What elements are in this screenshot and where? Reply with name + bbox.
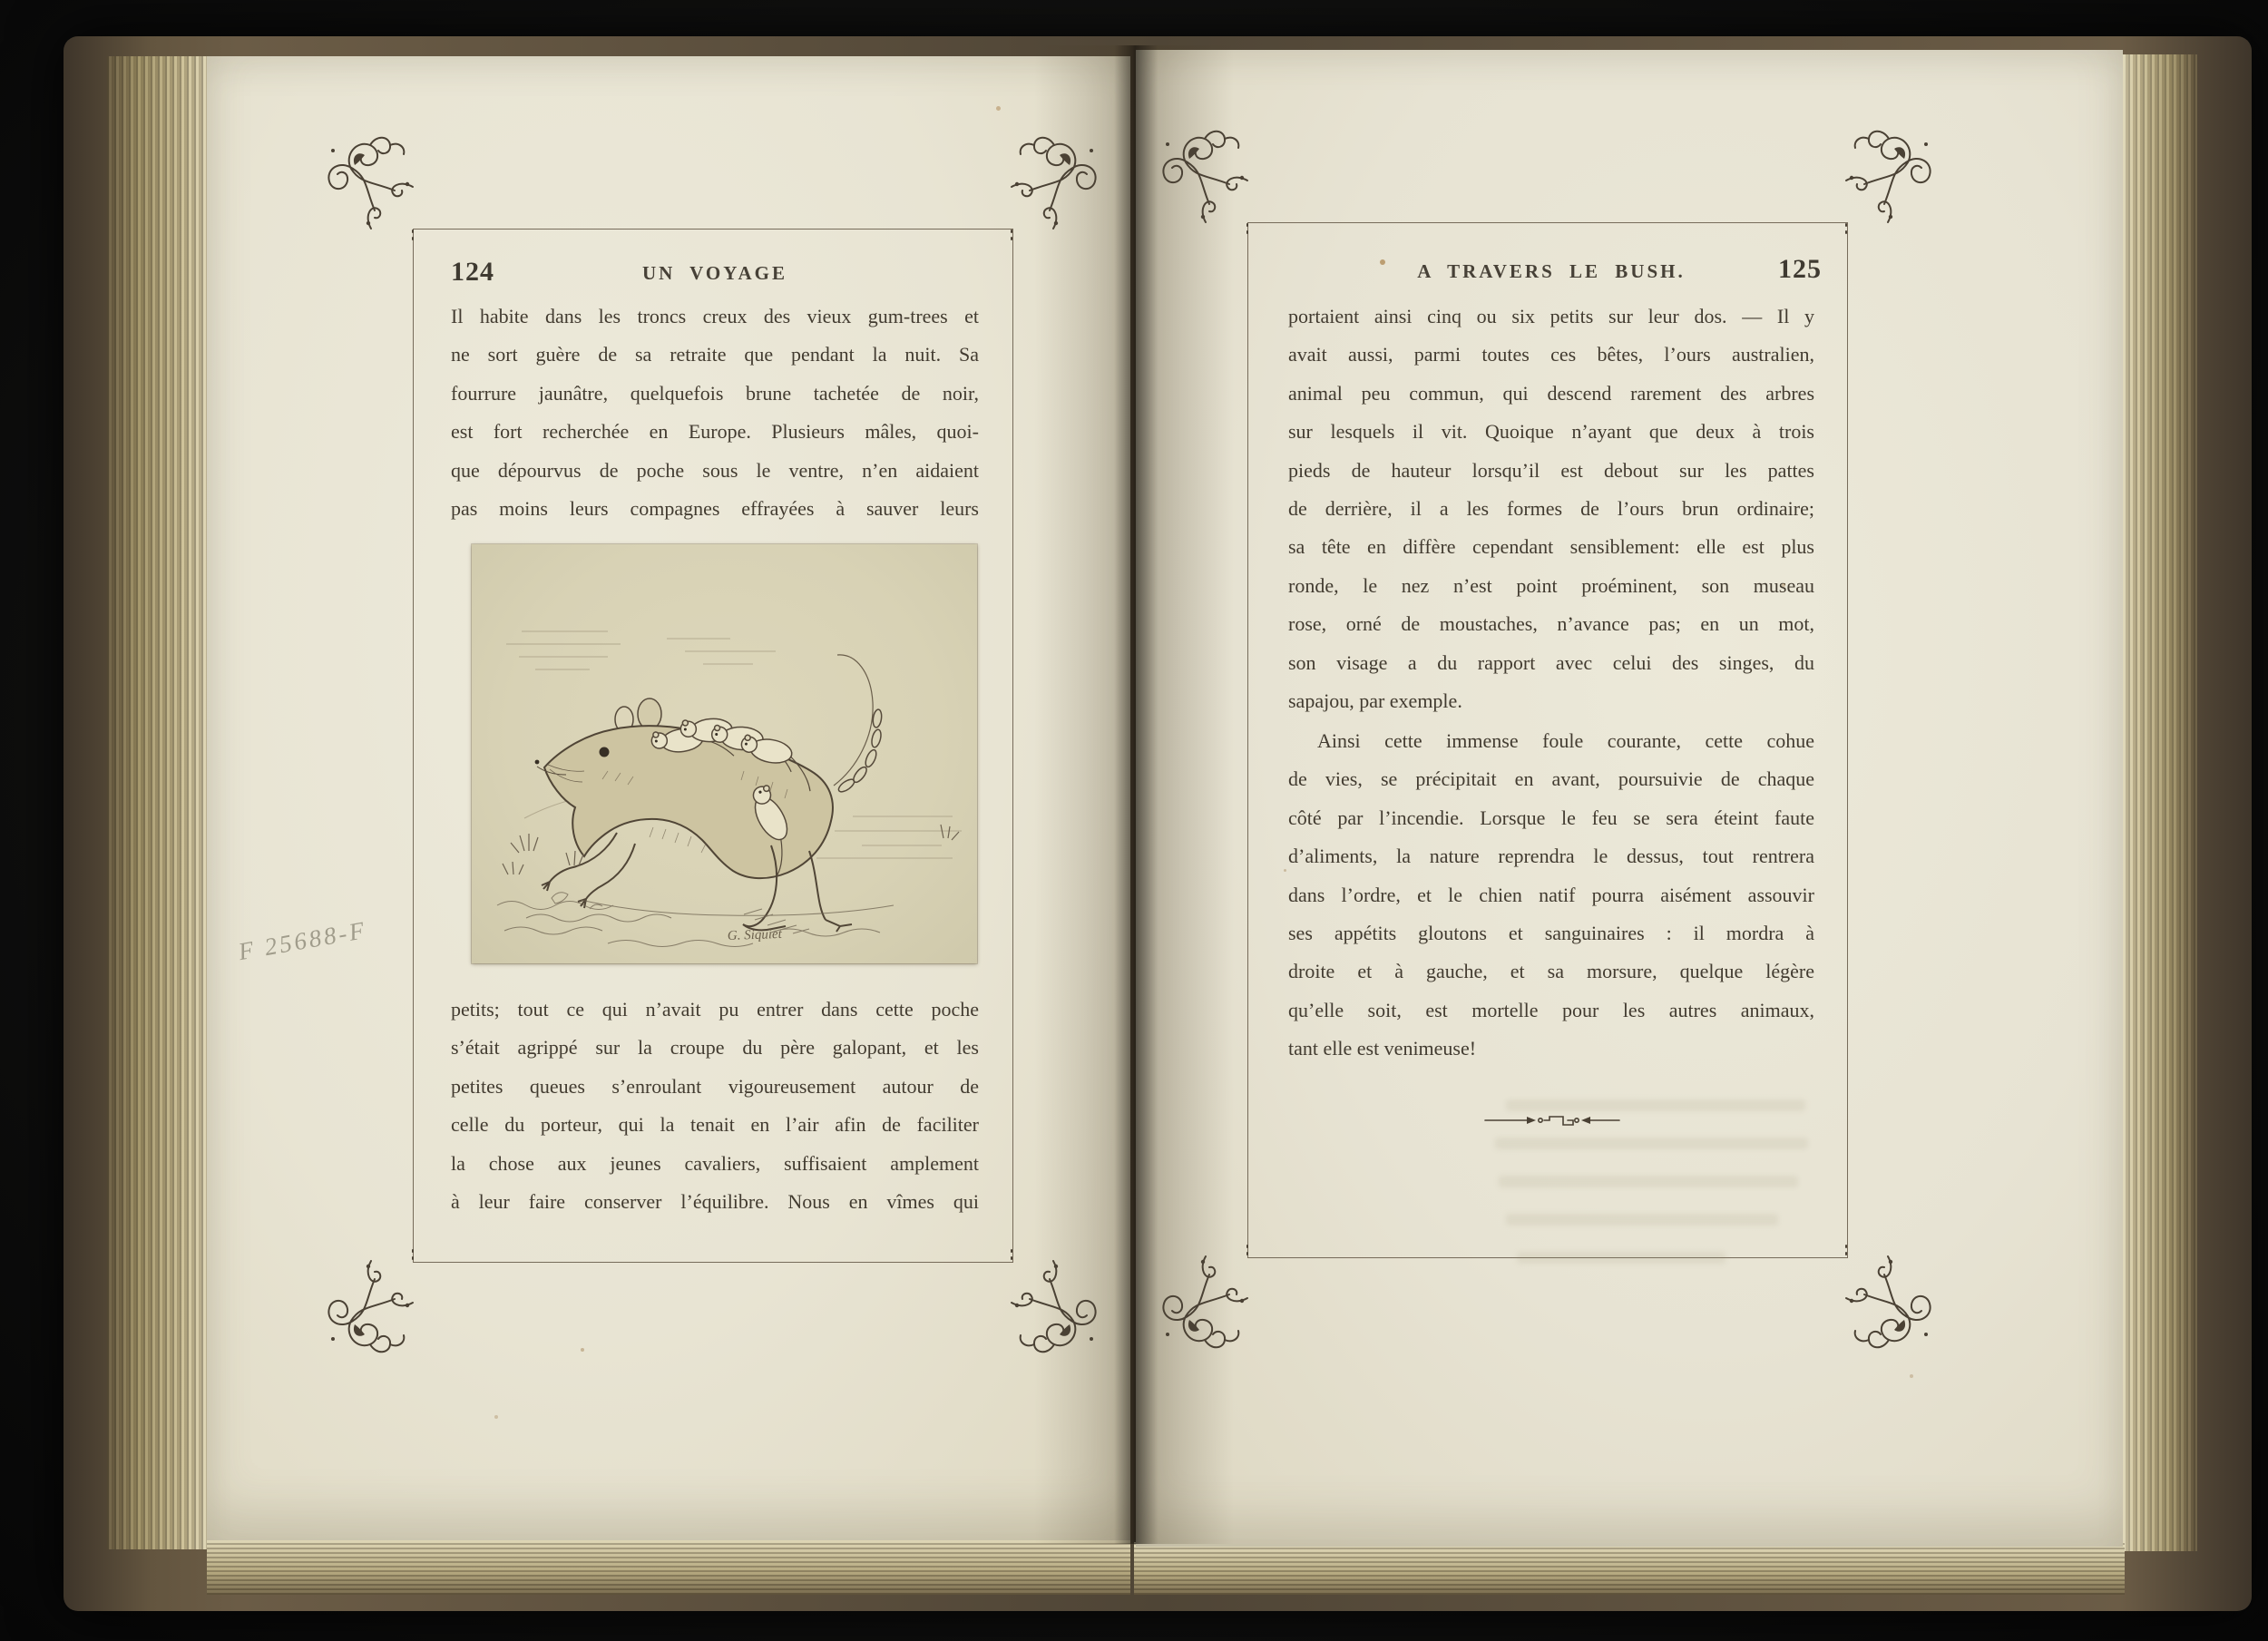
baby-tails-wrapped [836,708,883,794]
body-line: que dépourvus de poche sous le ventre, n’en aidaient [451,458,979,482]
pencil-inscription: F 25688-F [236,915,369,966]
engraving-signature: G. Siquiet [727,926,783,943]
body-line: de derrière, il a les formes de l’ours brun ordinaire; [1288,497,1814,521]
body-line: est fort recherchée en Europe. Plusieurs mâles, quoi- [451,420,979,444]
body-line: portaient ainsi cinq ou six petits sur leur dos. — Il y [1288,305,1814,327]
page-edge-stack-left [107,56,209,1549]
body-line: s’était agrippé sur la croupe du père galopant, et les [451,1036,979,1060]
corner-flourish-icon [1828,1238,1946,1356]
body-line: rose, orné de moustaches, n’avance pas; en un mot, [1288,612,1814,636]
body-line: petites queues s’enroulant vigoureusement autour de [451,1074,979,1098]
body-line: Il habite dans les troncs creux des vieux gum-trees et [451,305,979,327]
mother-opossum [535,648,883,932]
body-line: son visage a du rapport avec celui des singes, du [1288,650,1814,674]
left-paragraph-2 [451,991,979,1221]
left-paragraph-1 [451,298,979,528]
corner-flourish-icon [313,129,431,247]
body-line: animal peu commun, qui descend rarement des arbres [1288,381,1814,405]
body-line: ne sort guère de sa retraite que pendant la nuit. Sa [451,343,979,366]
body-line: droite et à gauche, et sa morsure, quelque légère [1288,960,1814,983]
body-line: sa tête en diffère cependant sensiblement: elle est plus [1288,535,1814,559]
body-line: celle du porteur, qui la tenait en l’air afin de faciliter [451,1113,979,1137]
body-line: pieds de hauteur lorsqu’il est debout sur les pattes [1288,458,1814,482]
opossum-engraving [472,544,977,963]
right-paragraph-1 [1288,298,1814,720]
right-paragraph-2 [1288,722,1814,1069]
body-line: fourrure jaunâtre, quelquefois brune tachetée de noir, [451,381,979,405]
corner-flourish-icon [993,1243,1111,1361]
body-line: qu’elle soit, est mortelle pour les autres animaux, [1288,998,1814,1021]
body-line: pas moins leurs compagnes effrayées à sauver leurs [451,497,979,521]
body-line: sapajou, par exemple. [1288,689,1462,713]
corner-flourish-icon [1148,1238,1266,1356]
body-line: côté par l’incendie. Lorsque le feu se sera éteint faute [1288,806,1814,829]
body-line: avait aussi, parmi toutes ces bêtes, l’ours australien, [1288,343,1814,366]
body-line: ronde, le nez n’est point proéminent, son museau [1288,573,1814,597]
page-edge-stack-bottom-left [207,1537,1130,1595]
ground-scribbles [497,893,894,947]
corner-flourish-icon [1828,122,1946,240]
body-line: petits; tout ce qui n’avait pu entrer dans cette poche [451,998,979,1021]
page-edge-stack-right [2121,54,2197,1551]
body-line: la chose aux jeunes cavaliers, suffisaient amplement [451,1151,979,1175]
body-line: d’aliments, la nature reprendra le dessus, tout rentrera [1288,845,1814,868]
right-running-header: A TRAVERS LE BUSH. [1417,260,1686,282]
corner-flourish-icon [993,129,1111,247]
left-running-header: UN VOYAGE [641,262,788,284]
body-line: sur lesquels il vit. Quoique n’ayant que deux à trois [1288,420,1814,444]
body-line: dans l’ordre, et le chien natif pourra aisément assouvir [1288,883,1814,906]
body-line: de vies, se précipitait en avant, poursuivie de chaque [1288,767,1814,791]
illustration-plate [472,544,977,963]
page-edge-stack-bottom-right [1134,1542,2125,1595]
right-page-number: 125 [1778,254,1822,284]
body-line: Ainsi cette immense foule courante, cette cohue [1317,729,1814,752]
body-line: tant elle est venimeuse! [1288,1037,1477,1060]
tailpiece-ornament-icon [1483,1112,1621,1128]
left-page-number: 124 [451,257,494,287]
body-line: à leur faire conserver l’équilibre. Nous en vîmes qui [451,1190,979,1214]
corner-flourish-icon [1148,122,1266,240]
body-line: ses appétits gloutons et sanguinaires : il mordra à [1288,922,1814,945]
corner-flourish-icon [313,1243,431,1361]
